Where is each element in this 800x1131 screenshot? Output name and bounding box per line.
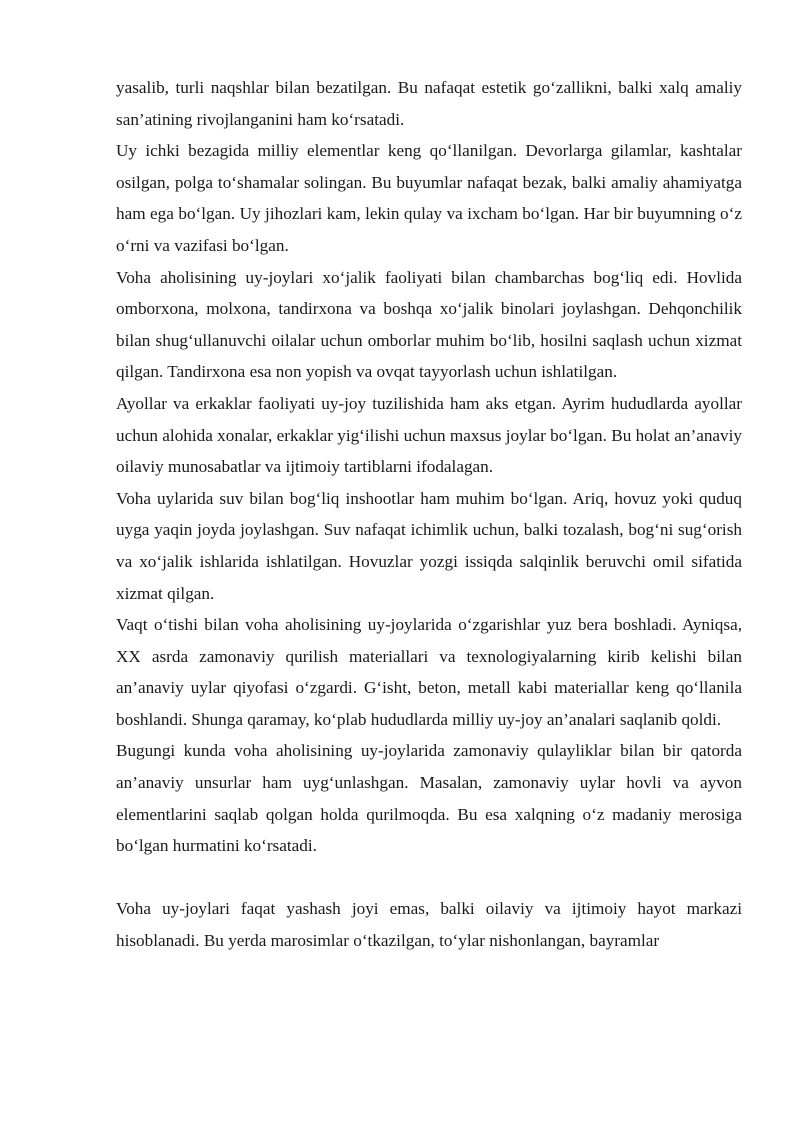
paragraph-5: Voha uylarida suv bilan bog‘liq inshootlar ham muhim bo‘lgan. Ariq, hovuz yoki quduq uyga yaqin joyda joylashgan. Suv nafaqat ichimlik uchun, balki tozalash, bog‘ni sug‘orish va xo‘jalik ishlarida ishlatilgan. Hovuzlar yozgi issiqda salqinlik beruvchi omil sifatida xizmat qilgan. [116,488,742,603]
paragraph-6: Vaqt o‘tishi bilan voha aholisining uy-joylarida o‘zgarishlar yuz bera boshladi. Ayniqsa, XX asrda zamonaviy qurilish materiallari va texnologiyalarning kirib kelishi bilan an’anaviy uylar qiyofasi o‘zgardi. G‘isht, beton, metall kabi materiallar keng qo‘llanila boshlandi. Shunga qaramay, ko‘plab hududlarda milliy uy-joy an’analari saqlanib qoldi. [116,615,742,729]
paragraph-spacer [116,862,742,894]
paragraph-4: Ayollar va erkaklar faoliyati uy-joy tuzilishida ham aks etgan. Ayrim hududlarda ayollar uchun alohida xonalar, erkaklar yig‘ilishi uchun maxsus joylar bo‘lgan. Bu holat an’anaviy oilaviy munosabatlar va ijtimoiy tartiblarni ifodalagan. [116,393,743,477]
document-page [116,72,742,957]
paragraph-2: Uy ichki bezagida milliy elementlar keng qo‘llanilgan. Devorlarga gilamlar, kashtalar osilgan, polga to‘shamalar solingan. Bu buyumlar nafaqat bezak, balki amaliy ahamiyatga ham ega bo‘lgan. Uy jihozlari kam, lekin qulay va ixcham bo‘lgan. Har bir buyumning o‘z o‘rni va vazifasi bo‘lgan. [116,141,742,255]
paragraph-3: Voha aholisining uy-joylari xo‘jalik faoliyati bilan chambarchas bog‘liq edi. Hovlida omborxona, molxona, tandirxona va boshqa xo‘jalik binolari joylashgan. Dehqonchilik bilan shug‘ullanuvchi oilalar uchun omborlar muhim bo‘lib, hosilni saqlash uchun xizmat qilgan. Tandirxona esa non yopish va ovqat tayyorlash uchun ishlatilgan. [116,267,742,382]
paragraph-8: Voha uy-joylari faqat yashash joyi emas, balki oilaviy va ijtimoiy hayot markazi hisoblanadi. Bu yerda marosimlar o‘tkazilgan, to‘ylar nishonlangan, bayramlar [116,899,742,951]
paragraph-7: Bugungi kunda voha aholisining uy-joylarida zamonaviy qulayliklar bilan bir qatorda an’anaviy unsurlar ham uyg‘unlashgan. Masalan, zamonaviy uylar hovli va ayvon elementlarini saqlab qolgan holda qurilmoqda. Bu esa xalqning o‘z madaniy merosiga bo‘lgan hurmatini ko‘rsatadi. [116,741,742,856]
paragraph-1: yasalib, turli naqshlar bilan bezatilgan. Bu nafaqat estetik go‘zallikni, balki xalq amaliy san’atining rivojlanganini ham ko‘rsatadi. [116,78,742,129]
